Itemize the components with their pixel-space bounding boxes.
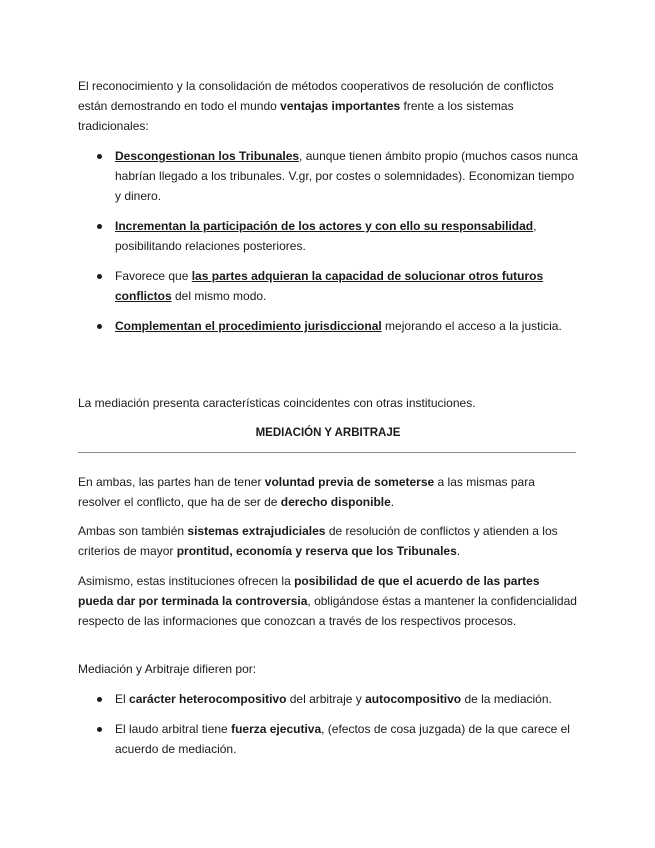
para-text: Asimismo, estas instituciones ofrecen la [78, 574, 295, 588]
list-item-text: de la mediación. [461, 692, 552, 706]
section-divider [78, 452, 576, 453]
mediacion-intro-text: La mediación presenta características coincidentes con otras instituciones. [78, 396, 476, 410]
list-item [78, 689, 578, 709]
bullet-icon [97, 727, 102, 732]
bullet-icon [97, 224, 102, 229]
list-item-text: , posibilitando relaciones posteriores. [115, 219, 537, 253]
intro-text: El reconocimiento y la consolidación de métodos cooperativos de resolución de conflictos están demostrando en todo el mundo [78, 79, 554, 113]
intro-paragraph [78, 76, 578, 136]
list-item-bold: Complementan el procedimiento jurisdiccional [115, 319, 382, 333]
bullet-icon [97, 697, 102, 702]
list-item-text: El laudo arbitral tiene [115, 722, 232, 736]
mediacion-intro [78, 393, 578, 413]
list-item-bold: Incrementan la participación de los actores y con ello su responsabilidad [115, 219, 534, 233]
paragraph-voluntad [78, 472, 578, 512]
list-item-text: mejorando el acceso a la justicia. [381, 319, 562, 333]
para-bold: posibilidad de que el acuerdo de las partes pueda dar por terminada la controversia [78, 574, 540, 608]
bullet-icon [97, 274, 102, 279]
list-item [78, 316, 578, 336]
list-item-bold: las partes adquieran la capacidad de solucionar otros futuros conflictos [115, 269, 544, 303]
list-item-text: del mismo modo. [171, 289, 267, 303]
list-item-bold: autocompositivo [365, 692, 462, 706]
list-item-text: , (efectos de cosa juzgada) de la que carece el acuerdo de mediación. [115, 722, 570, 756]
para-text: . [456, 544, 461, 558]
para-bold: derecho disponible [280, 495, 391, 509]
bullet-icon [97, 154, 102, 159]
difieren-heading [78, 659, 578, 679]
list-item-text: , aunque tienen ámbito propio (muchos casos nunca habrían llegado a los tribunales. V.gr, por costes o solemnidades). Economizan tiempo y dinero. [115, 149, 578, 203]
para-text: a las mismas para resolver el conflicto, que ha de ser de [78, 475, 535, 509]
list-item-bold: fuerza ejecutiva [231, 722, 322, 736]
para-text: de resolución de conflictos y atienden a los criterios de mayor [78, 524, 558, 558]
para-text: En ambas, las partes han de tener [78, 475, 265, 489]
list-item-bold: Descongestionan los Tribunales [115, 149, 300, 163]
list-item-text: El [115, 692, 130, 706]
list-item [78, 216, 578, 256]
difieren-text: Mediación y Arbitraje difieren por: [78, 662, 257, 676]
section-heading: MEDIACIÓN Y ARBITRAJE [255, 427, 401, 439]
para-bold: prontitud, economía y reserva que los Tribunales [176, 544, 457, 558]
list-item [78, 719, 578, 759]
para-bold: sistemas extrajudiciales [187, 524, 326, 538]
para-bold: voluntad previa de someterse [264, 475, 435, 489]
list-item-text: Favorece que [115, 269, 192, 283]
para-text: Ambas son también [78, 524, 188, 538]
ventajas-list [78, 146, 578, 336]
para-text: , obligándose éstas a mantener la confidencialidad respecto de las informaciones que conozcan a través de los respectivos procesos. [78, 594, 577, 628]
list-item-text: del arbitraje y [286, 692, 366, 706]
list-item-bold: carácter heterocompositivo [129, 692, 287, 706]
paragraph-extrajudiciales [78, 521, 578, 561]
bullet-icon [97, 324, 102, 329]
list-item [78, 146, 578, 206]
paragraph-asimismo [78, 571, 578, 631]
para-text: . [390, 495, 395, 509]
diferencias-list [78, 689, 578, 759]
intro-text-end: frente a los sistemas tradicionales: [78, 99, 514, 133]
intro-bold: ventajas importantes [280, 99, 401, 113]
list-item [78, 266, 578, 306]
